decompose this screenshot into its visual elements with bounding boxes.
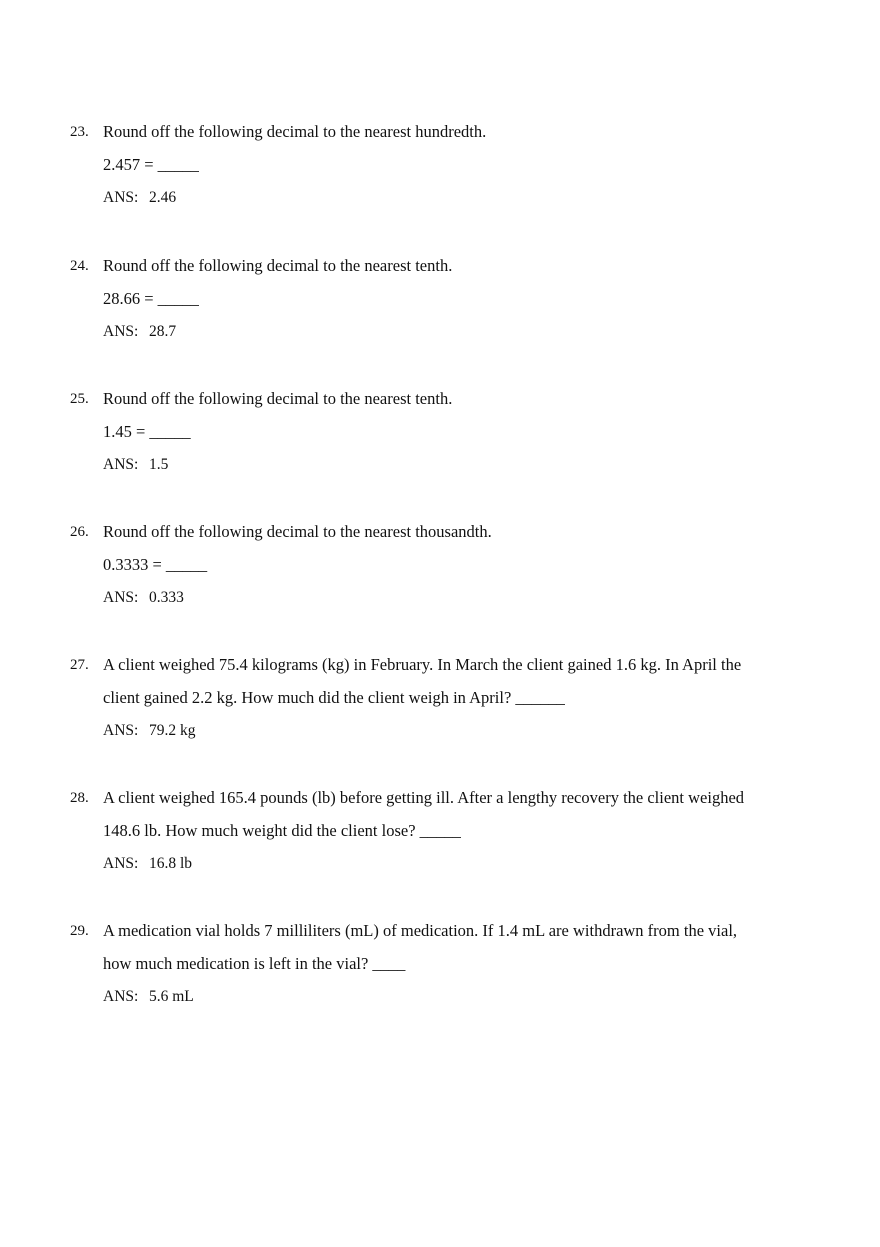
question-expression: 0.3333 = _____ [103,555,208,574]
question-text: Round off the following decimal to the nearest tenth. [103,256,453,275]
answer-label: ANS: [103,589,139,606]
answer-value: 79.2 kg [149,722,196,739]
question-text: A client weighed 75.4 kilograms (kg) in February. In March the client gained 1.6 kg. In April the [103,655,742,674]
question-number: 26. [70,524,89,540]
answer-label: ANS: [103,988,139,1005]
question-number: 24. [70,258,89,274]
question-text: Round off the following decimal to the nearest thousandth. [103,522,492,541]
question-text: A client weighed 165.4 pounds (lb) before getting ill. After a lengthy recovery the client weighed [103,788,745,807]
question-text-continued: 148.6 lb. How much weight did the client lose? _____ [103,821,461,840]
answer-label: ANS: [103,323,139,340]
answer-value: 5.6 mL [149,988,194,1005]
answer-label: ANS: [103,855,139,872]
answer-value: 28.7 [149,323,177,340]
answer-value: 16.8 lb [149,855,193,872]
answer-line [103,455,168,475]
answer-line [103,588,184,608]
question-number: 28. [70,790,89,806]
question-number: 27. [70,657,89,673]
answer-value: 2.46 [149,189,177,206]
answer-label: ANS: [103,456,139,473]
answer-label: ANS: [103,189,139,206]
answer-line [103,188,176,208]
question-text: Round off the following decimal to the nearest tenth. [103,389,453,408]
answer-line [103,987,194,1007]
answer-line [103,322,176,342]
question-text-continued: client gained 2.2 kg. How much did the client weigh in April? ______ [103,688,565,707]
question-expression: 28.66 = _____ [103,289,199,308]
question-number: 29. [70,923,89,939]
question-text: Round off the following decimal to the nearest hundredth. [103,122,487,141]
answer-value: 1.5 [149,456,169,473]
question-expression: 2.457 = _____ [103,155,199,174]
question-text: A medication vial holds 7 milliliters (mL) of medication. If 1.4 mL are withdrawn from the vial, [103,921,738,940]
answer-line [103,854,192,874]
question-expression: 1.45 = _____ [103,422,191,441]
answer-line [103,721,196,741]
question-text-continued: how much medication is left in the vial? ____ [103,954,406,973]
answer-label: ANS: [103,722,139,739]
question-number: 25. [70,391,89,407]
answer-value: 0.333 [149,589,184,606]
question-number: 23. [70,124,89,140]
